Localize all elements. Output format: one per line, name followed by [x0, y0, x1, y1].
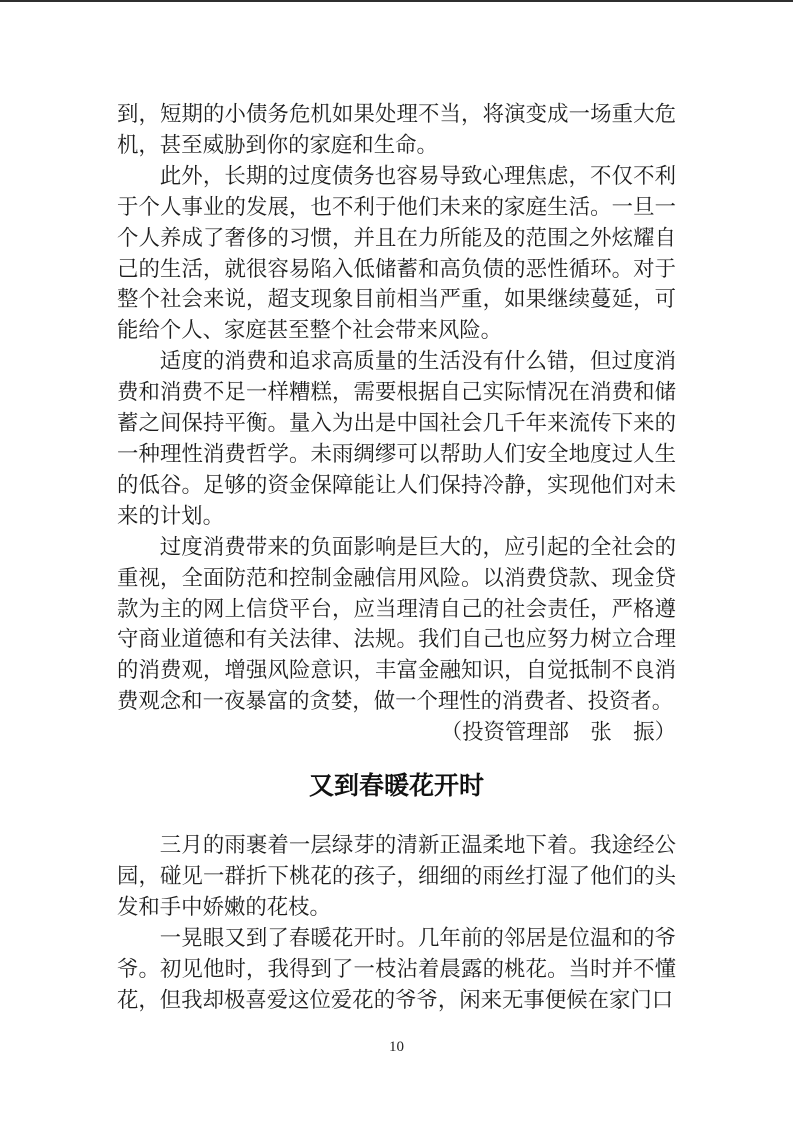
body-paragraph-continuation: 到，短期的小债务危机如果处理不当，将演变成一场重大危机，甚至威胁到你的家庭和生命。 [117, 102, 676, 157]
body-paragraph: 三月的雨裹着一层绿芽的清新正温柔地下着。我途经公园，碰见一群折下桃花的孩子，细细的雨丝打湿了他们的头发和手中娇嫩的花枝。 [117, 833, 676, 919]
body-paragraph: 适度的消费和追求高质量的生活没有什么错，但过度消费和消费不足一样糟糕，需要根据自己实际情况在消费和储蓄之间保持平衡。量入为出是中国社会几千年来流传下来的一种理性消费哲学。未雨绸缪可以帮助人们安全地度过人生的低谷。足够的资金保障能让人们保持冷静，实现他们对未来的计划。 [117, 349, 676, 528]
page-number: 10 [389, 1039, 404, 1055]
body-paragraph: 过度消费带来的负面影响是巨大的，应引起的全社会的重视，全面防范和控制金融信用风险。以消费贷款、现金贷款为主的网上信贷平台，应当理清自己的社会责任，严格遵守商业道德和有关法律、法规。我们自己也应努力树立合理的消费观，增强风险意识，丰富金融知识，自觉抵制不良消费观念和一夜暴富的贪婪，做一个理性的消费者、投资者。 [117, 534, 676, 714]
body-paragraph: 一晃眼又到了春暖花开时。几年前的邻居是位温和的爷爷。初见他时，我得到了一枝沾着晨露的桃花。当时并不懂花，但我却极喜爱这位爱花的爷爷，闲来无事便候在家门口 [117, 925, 676, 1012]
author-signature-line: （投资管理部 张 振） [440, 720, 676, 745]
body-paragraph: 此外，长期的过度债务也容易导致心理焦虑，不仅不利于个人事业的发展，也不利于他们未来的家庭生活。一旦一个人养成了奢侈的习惯，并且在力所能及的范围之外炫耀自己的生活，就很容易陷入低储蓄和高负债的恶性循环。对于整个社会来说，超支现象目前相当严重，如果继续蔓延，可能给个人、家庭甚至整个社会带来风险。 [117, 163, 676, 343]
scan-edge-artifact [0, 0, 793, 2]
page-content [117, 99, 676, 1015]
article-title: 又到春暖花开时 [308, 772, 484, 801]
